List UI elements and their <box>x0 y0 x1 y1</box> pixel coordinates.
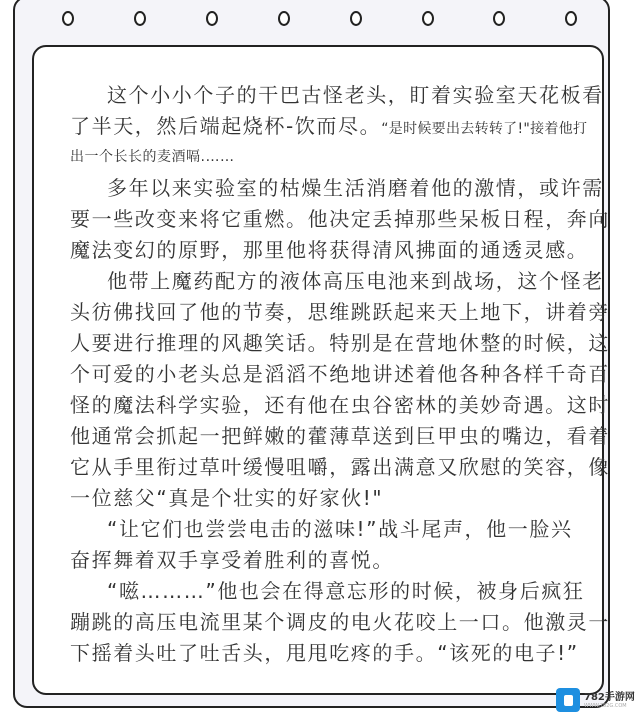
text-line: 头彷佛找回了他的节奏，思维跳跃起来天上地下，讲着旁 <box>70 300 610 324</box>
binder-hole <box>134 11 146 26</box>
quote-span: “是时候要出去转转了!"接着他打 <box>381 121 588 137</box>
text-line: 蹦跳的高压电流里某个调皮的电火花咬上一口。他激灵一 <box>70 610 610 634</box>
text-line: 出一个长长的麦酒嗝.…… <box>70 149 235 165</box>
watermark-url: WWW.782G.COM <box>584 702 627 709</box>
text-line: 他带上魔药配方的液体高压电池来到战场，这个怪老 <box>107 269 604 293</box>
text-line: 它从手里衔过草叶缓慢咀嚼，露出满意又欣慰的笑容，像 <box>70 455 610 479</box>
text-line: 魔法变幻的原野，那里他将获得清风拂面的通透灵感。 <box>70 238 589 262</box>
text-line: 人要进行推理的风趣笑话。特别是在营地休整的时候，这 <box>70 331 610 355</box>
binder-hole <box>206 11 218 26</box>
binder-hole <box>62 11 74 26</box>
binder-hole <box>422 11 434 26</box>
text-line: 下摇着头吐了吐舌头，甩甩吃疼的手。“该死的电子!” <box>70 641 579 665</box>
text-line: 要一些改变来将它重燃。他决定丢掉那些呆板日程，奔向 <box>70 207 610 231</box>
text-line: 这个小小个子的干巴古怪老头，盯着实验室天花板看 <box>107 83 604 107</box>
text-line: “让它们也尝尝电击的滋味!”战斗尾声，他一脸兴 <box>107 517 573 541</box>
text-line: 怪的魔法科学实验，还有他在虫谷密林的美妙奇遇。这时 <box>70 393 610 417</box>
text-line: 个可爱的小老头总是滔滔不绝地讲述着他各种各样千奇百 <box>70 362 610 386</box>
watermark-logo <box>556 688 635 712</box>
text-line: “嗞………”他也会在得意忘形的时候，被身后疯狂 <box>107 579 585 603</box>
logo-icon <box>556 688 580 712</box>
binder-hole <box>278 11 290 26</box>
binder-hole <box>350 11 362 26</box>
binder-hole <box>565 11 577 26</box>
text-line: 他通常会抓起一把鲜嫩的藿薄草送到巨甲虫的嘴边，看着 <box>70 424 610 448</box>
text-line: 多年以来实验室的枯燥生活消磨着他的激情，或许需 <box>107 176 604 200</box>
text-line <box>70 111 590 142</box>
text-line: 奋挥舞着双手享受着胜利的喜悦。 <box>70 548 394 572</box>
text-span: 了半天，然后端起烧杯-饮而尽。 <box>70 114 382 138</box>
text-line: 一位慈父“真是个壮实的好家伙!" <box>70 486 384 510</box>
story-text <box>70 80 610 669</box>
binder-hole <box>493 11 505 26</box>
watermark-title: 782手游网 <box>584 691 635 703</box>
